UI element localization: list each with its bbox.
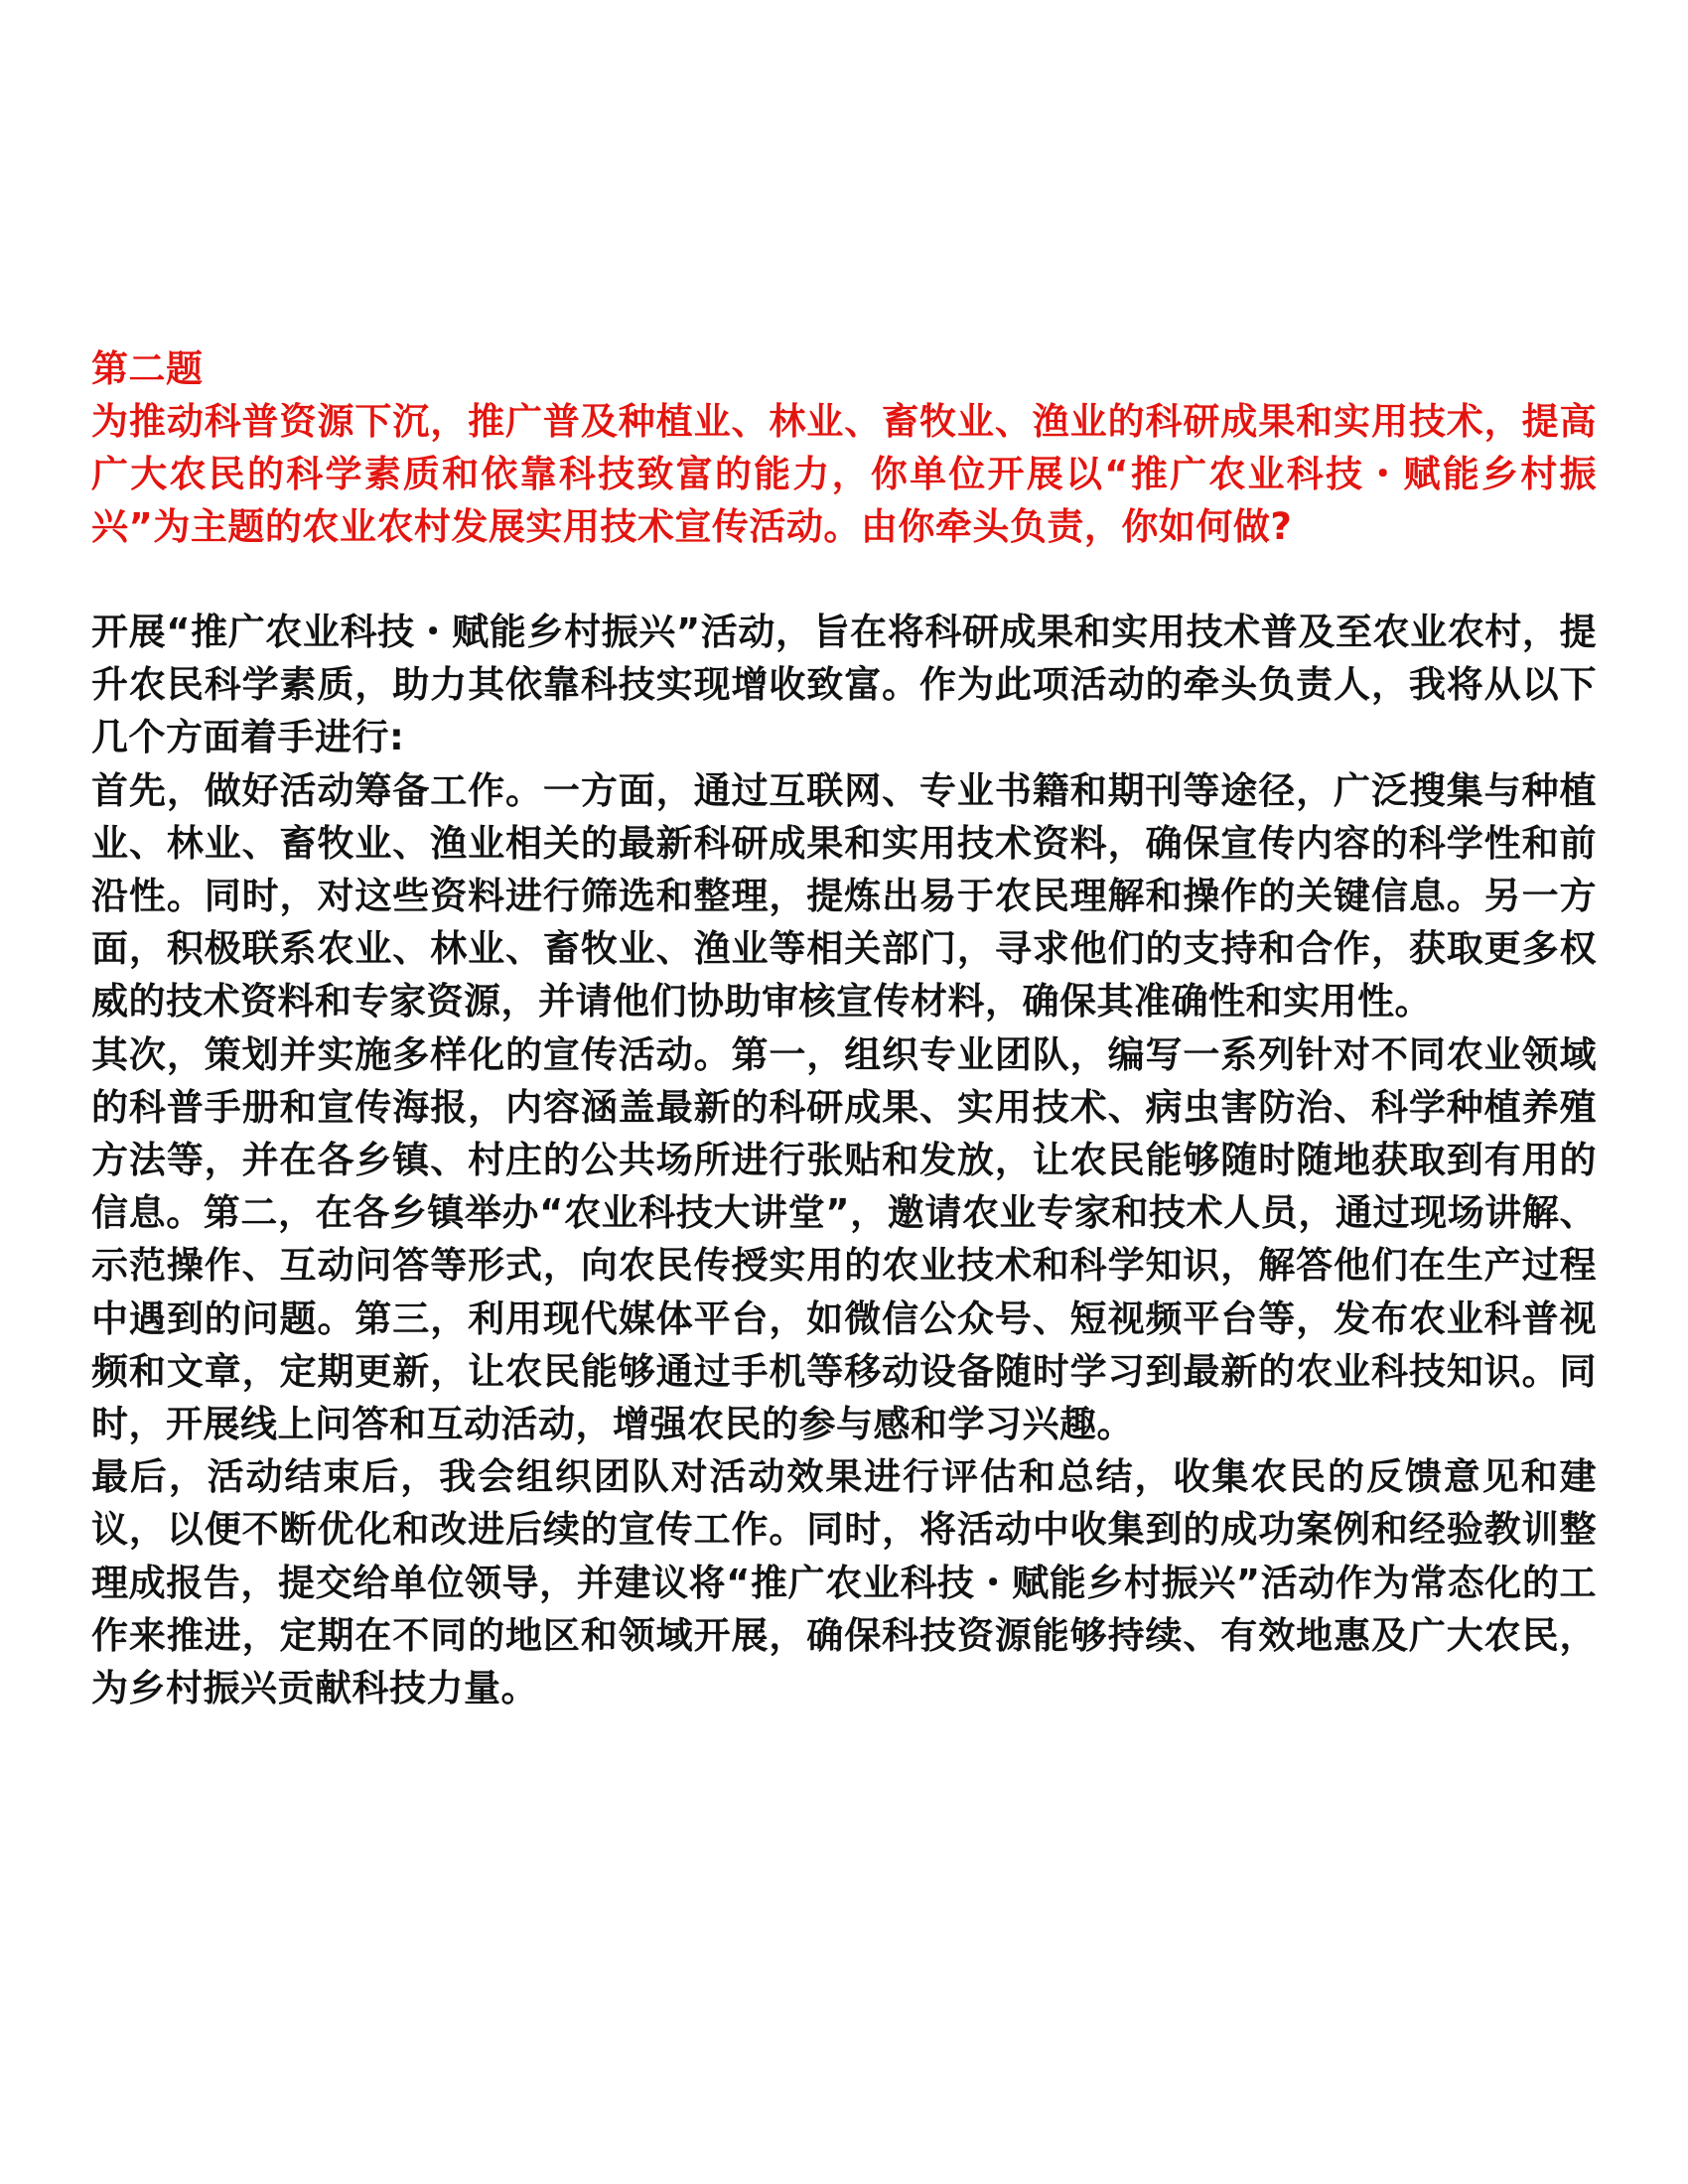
answer-paragraph-summary: 最后，活动结束后，我会组织团队对活动效果进行评估和总结，收集农民的反馈意见和建议，以便不断优化和改进后续的宣传工作。同时，将活动中收集到的成功案例和经验教训整理成报告，提交给单位领导，并建议将“推广农业科技・赋能乡村振兴”活动作为常态化的工作来推进，定期在不同的地区和领域开展，确保科技资源能够持续、有效地惠及广大农民，为乡村振兴贡献科技力量。 — [91, 1455, 1597, 1710]
document-page — [91, 342, 1597, 1714]
answer-paragraph-preparation: 首先，做好活动筹备工作。一方面，通过互联网、专业书籍和期刊等途径，广泛搜集与种植业、林业、畜牧业、渔业相关的最新科研成果和实用技术资料，确保宣传内容的科学性和前沿性。同时，对这些资料进行筛选和整理，提炼出易于农民理解和操作的关键信息。另一方面，积极联系农业、林业、畜牧业、渔业等相关部门，寻求他们的支持和合作，获取更多权威的技术资料和专家资源，并请他们协助审核宣传材料，确保其准确性和实用性。 — [91, 768, 1597, 1024]
question-number: 第二题 — [91, 347, 204, 390]
answer-paragraph-intro: 开展“推广农业科技・赋能乡村振兴”活动，旨在将科研成果和实用技术普及至农业农村，提升农民科学素质，助力其依靠科技实现增收致富。作为此项活动的牵头负责人，我将从以下几个方面着手进行: — [91, 611, 1597, 759]
answer-section — [91, 606, 1597, 1714]
question-text: 为推动科普资源下沉，推广普及种植业、林业、畜牧业、渔业的科研成果和实用技术，提高广大农民的科学素质和依靠科技致富的能力，你单位开展以“推广农业科技・赋能乡村振兴”为主题的农业农村发展实用技术宣传活动。由你牵头负责，你如何做? — [91, 400, 1597, 548]
answer-paragraph-activities: 其次，策划并实施多样化的宣传活动。第一，组织专业团队，编写一系列针对不同农业领域的科普手册和宣传海报，内容涵盖最新的科研成果、实用技术、病虫害防治、科学种植养殖方法等，并在各乡镇、村庄的公共场所进行张贴和发放，让农民能够随时随地获取到有用的信息。第二，在各乡镇举办“农业科技大讲堂”，邀请农业专家和技术人员，通过现场讲解、示范操作、互动问答等形式，向农民传授实用的农业技术和科学知识，解答他们在生产过程中遇到的问题。第三，利用现代媒体平台，如微信公众号、短视频平台等，发布农业科普视频和文章，定期更新，让农民能够通过手机等移动设备随时学习到最新的农业科技知识。同时，开展线上问答和互动活动，增强农民的参与感和学习兴趣。 — [91, 1032, 1597, 1446]
